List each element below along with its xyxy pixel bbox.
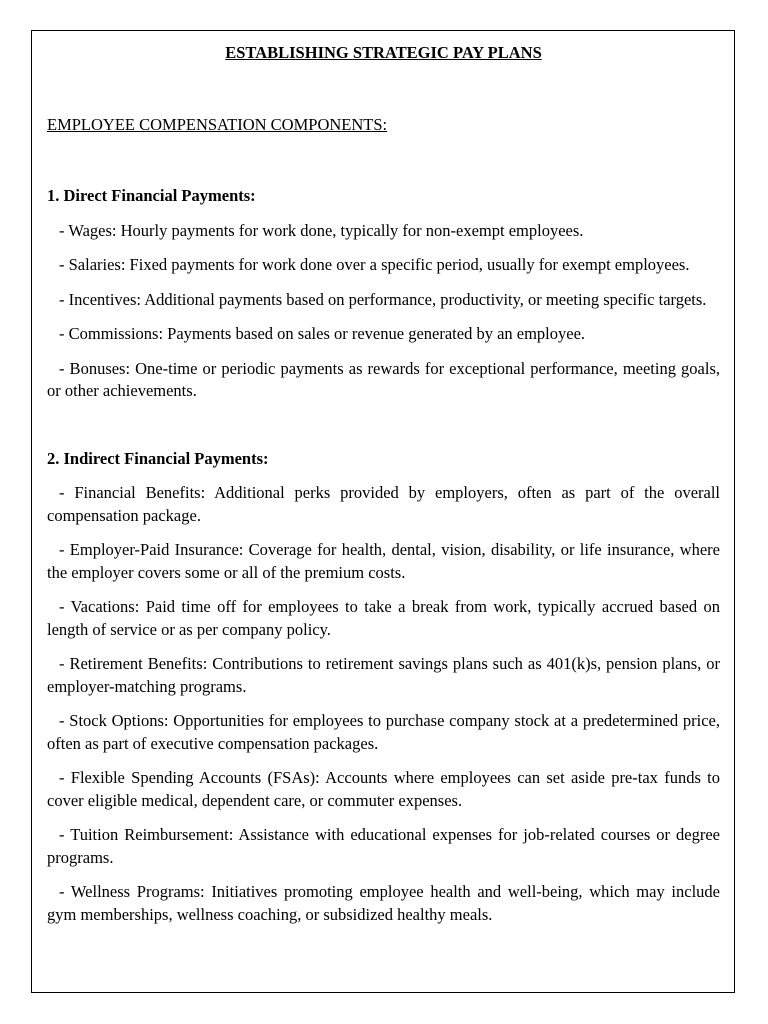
list-item: - Bonuses: One-time or periodic payments as rewards for exceptional performance, meeting goals, or other achievements. [47, 358, 720, 400]
list-item: - Wages: Hourly payments for work done, typically for non-exempt employees. [59, 220, 584, 240]
list-item: - Vacations: Paid time off for employees to take a break from work, typically accrued based on length of service or as per company policy. [47, 597, 720, 639]
section-heading-direct: 1. Direct Financial Payments: [47, 186, 256, 205]
list-item: - Flexible Spending Accounts (FSAs): Accounts where employees can set aside pre-tax funds to cover eligible medical, dependent care, or commuter expenses. [47, 768, 720, 810]
document-content [47, 42, 720, 926]
list-item: - Salaries: Fixed payments for work done over a specific period, usually for exempt employees. [59, 255, 690, 274]
list-item: - Wellness Programs: Initiatives promoting employee health and well-being, which may include gym memberships, wellness coaching, or subsidized healthy meals. [47, 882, 720, 924]
indirect-payments-list [47, 482, 720, 926]
list-item: - Retirement Benefits: Contributions to retirement savings plans such as 401(k)s, pension plans, or employer-matching programs. [47, 654, 720, 696]
direct-payments-list [47, 220, 720, 403]
section-heading-indirect: 2. Indirect Financial Payments: [47, 448, 269, 468]
list-item: - Financial Benefits: Additional perks provided by employers, often as part of the overall compensation package. [47, 483, 720, 525]
list-item: - Incentives: Additional payments based on performance, productivity, or meeting specific targets. [59, 289, 707, 309]
list-item: - Commissions: Payments based on sales or revenue generated by an employee. [59, 324, 586, 343]
list-item: - Tuition Reimbursement: Assistance with educational expenses for job-related courses or degree programs. [47, 825, 720, 867]
document-title: ESTABLISHING STRATEGIC PAY PLANS [225, 43, 542, 62]
list-item: - Stock Options: Opportunities for employees to purchase company stock at a predetermined price, often as part of executive compensation packages. [47, 711, 720, 753]
document-subtitle: EMPLOYEE COMPENSATION COMPONENTS: [47, 114, 388, 134]
list-item: - Employer-Paid Insurance: Coverage for health, dental, vision, disability, or life insurance, where the employer covers some or all of the premium costs. [47, 540, 720, 582]
